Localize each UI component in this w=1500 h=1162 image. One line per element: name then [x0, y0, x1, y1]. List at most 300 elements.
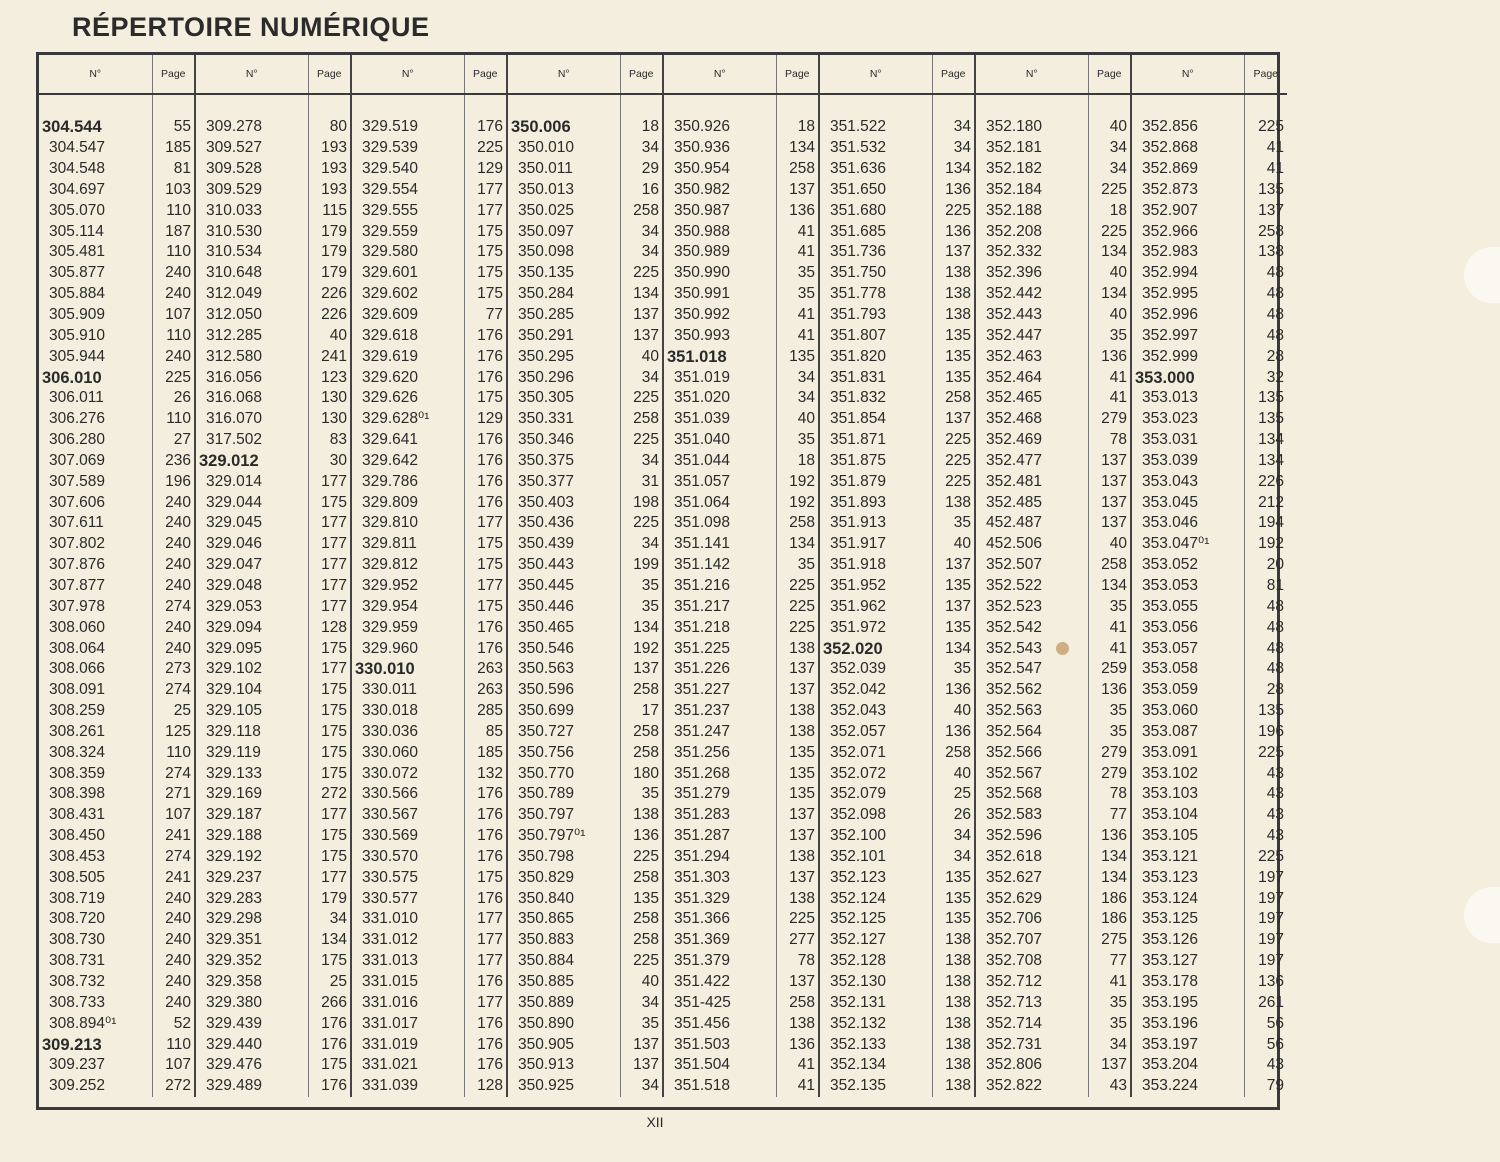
header-page: Page	[1244, 55, 1287, 94]
table-row	[39, 471, 1287, 492]
entry-page: 134	[1088, 576, 1131, 597]
entry-number: 351.875	[819, 451, 932, 472]
entry-number: 308.453	[49, 847, 106, 865]
entry-page: 43	[1244, 805, 1287, 826]
entry-page: 138	[776, 888, 819, 909]
entry-number: 351.226	[663, 659, 776, 680]
entry-page: 55	[152, 117, 195, 138]
entry-page: 35	[620, 784, 663, 805]
entry-page: 34	[1088, 138, 1131, 159]
entry-page: 41	[1088, 367, 1131, 388]
entry-number: 350.305	[507, 388, 620, 409]
entry-number: 350.954	[663, 159, 776, 180]
entry-number: 305.909	[49, 306, 106, 324]
entry-page: 135	[1244, 388, 1287, 409]
table-row	[39, 430, 1287, 451]
entry-page: 225	[776, 617, 819, 638]
entry-page: 274	[152, 763, 195, 784]
entry-number: 353.124	[1131, 888, 1244, 909]
entry-page: 134	[932, 159, 975, 180]
entry-number: 350.013	[507, 180, 620, 201]
entry-page: 134	[932, 638, 975, 659]
entry-number: 452.506	[975, 534, 1088, 555]
entry-number: 351.917	[819, 534, 932, 555]
entry-number: 352.133	[819, 1034, 932, 1055]
table-row	[39, 325, 1287, 346]
entry-page: 197	[1244, 930, 1287, 951]
entry-page: 177	[308, 534, 351, 555]
entry-number: 353.102	[1131, 763, 1244, 784]
entry-number: 452.487	[975, 513, 1088, 534]
table-row	[39, 117, 1287, 138]
entry-page: 138	[932, 492, 975, 513]
header-page: Page	[932, 55, 975, 94]
entry-page: 258	[620, 409, 663, 430]
entry-page: 176	[464, 492, 507, 513]
entry-page: 18	[1088, 200, 1131, 221]
entry-page: 25	[932, 784, 975, 805]
entry-number: 350.884	[507, 951, 620, 972]
entry-page: 43	[1244, 826, 1287, 847]
entry-page: 136	[776, 200, 819, 221]
entry-page: 177	[464, 200, 507, 221]
entry-page: 26	[932, 805, 975, 826]
entry-number: 352.020	[819, 638, 932, 659]
entry-number: 351.820	[819, 346, 932, 367]
entry-page: 135	[1244, 409, 1287, 430]
entry-page: 137	[620, 325, 663, 346]
entry-number: 350.990	[663, 263, 776, 284]
table-row	[39, 492, 1287, 513]
entry-number: 331.010	[351, 909, 464, 930]
entry-page: 40	[1088, 263, 1131, 284]
entry-number: 352.042	[819, 680, 932, 701]
entry-page: 272	[152, 1076, 195, 1097]
entry-page: 40	[1088, 305, 1131, 326]
entry-number: 352.396	[975, 263, 1088, 284]
entry-number: 308.431	[49, 806, 106, 824]
entry-page: 35	[1088, 701, 1131, 722]
entry-number: 330.577	[351, 888, 464, 909]
entry-number: 351.854	[819, 409, 932, 430]
table-row	[39, 992, 1287, 1013]
entry-number: 352.994	[1131, 263, 1244, 284]
entry-number: 308.732	[49, 973, 106, 991]
entry-page: 35	[1088, 1013, 1131, 1034]
table-row	[39, 138, 1287, 159]
entry-number: 331.017	[351, 1013, 464, 1034]
entry-page: 43	[1244, 763, 1287, 784]
entry-page: 196	[152, 471, 195, 492]
entry-number: 351.503	[663, 1034, 776, 1055]
entry-page: 240	[152, 284, 195, 305]
entry-page: 259	[1088, 659, 1131, 680]
entry-page: 136	[1088, 346, 1131, 367]
entry-page: 271	[152, 784, 195, 805]
entry-number: 351.680	[819, 200, 932, 221]
entry-number: 350.296	[507, 367, 620, 388]
table-row	[39, 305, 1287, 326]
entry-number: 351.294	[663, 847, 776, 868]
entry-page: 176	[308, 1013, 351, 1034]
entry-number: 350.375	[507, 451, 620, 472]
entry-page: 272	[308, 784, 351, 805]
entry-number: 330.569	[351, 826, 464, 847]
entry-number: 351.522	[819, 117, 932, 138]
entry-number: 350.889	[507, 992, 620, 1013]
entry-number: 351.279	[663, 784, 776, 805]
entry-number: 331.016	[351, 992, 464, 1013]
entry-number: 350.840	[507, 888, 620, 909]
entry-number: 353.059	[1131, 680, 1244, 701]
entry-page: 16	[620, 180, 663, 201]
header-number: N°	[195, 55, 308, 94]
entry-number: 352.043	[819, 701, 932, 722]
entry-page: 110	[152, 325, 195, 346]
entry-number: 329.812	[351, 555, 464, 576]
entry-number: 352.596	[975, 826, 1088, 847]
entry-page: 187	[152, 221, 195, 242]
entry-page: 261	[1244, 992, 1287, 1013]
entry-page: 225	[932, 471, 975, 492]
entry-page: 34	[620, 992, 663, 1013]
entry-number: 352.712	[975, 972, 1088, 993]
entry-number: 329.601	[351, 263, 464, 284]
table-row	[39, 263, 1287, 284]
entry-page: 225	[620, 263, 663, 284]
entry-page: 134	[308, 930, 351, 951]
entry-page: 18	[776, 451, 819, 472]
entry-number: 310.530	[195, 221, 308, 242]
entry-page: 240	[152, 951, 195, 972]
entry-number: 351.913	[819, 513, 932, 534]
entry-page: 176	[464, 325, 507, 346]
entry-number: 329.237	[195, 867, 308, 888]
entry-page: 138	[932, 1013, 975, 1034]
table-row	[39, 1013, 1287, 1034]
entry-page: 85	[464, 721, 507, 742]
entry-page: 41	[776, 305, 819, 326]
entry-number: 307.877	[49, 576, 106, 594]
entry-number: 353.197	[1131, 1034, 1244, 1055]
entry-number: 309.252	[49, 1077, 106, 1095]
entry-page: 274	[152, 847, 195, 868]
entry-number: 305.877	[49, 264, 106, 282]
entry-number: 329.104	[195, 680, 308, 701]
entry-page: 56	[1244, 1013, 1287, 1034]
entry-number: 351.750	[819, 263, 932, 284]
entry-page: 34	[1088, 1034, 1131, 1055]
entry-number: 329.954	[351, 596, 464, 617]
entry-number: 351.636	[819, 159, 932, 180]
entry-page: 225	[1244, 117, 1287, 138]
entry-number: 329.959	[351, 617, 464, 638]
entry-number: 351.793	[819, 305, 932, 326]
entry-page: 135	[932, 576, 975, 597]
entry-page: 137	[1088, 513, 1131, 534]
entry-page: 226	[1244, 471, 1287, 492]
entry-page: 180	[620, 763, 663, 784]
entry-page: 137	[620, 1034, 663, 1055]
entry-number: 352.485	[975, 492, 1088, 513]
entry-page: 35	[932, 513, 975, 534]
entry-page: 35	[776, 430, 819, 451]
entry-number: 353.058	[1131, 659, 1244, 680]
entry-page: 179	[308, 263, 351, 284]
entry-number: 353.055	[1131, 596, 1244, 617]
table-row	[39, 513, 1287, 534]
entry-number: 329.602	[351, 284, 464, 305]
entry-page: 175	[464, 263, 507, 284]
entry-number: 329.619	[351, 346, 464, 367]
entry-page: 138	[932, 972, 975, 993]
entry-number: 350.011	[507, 159, 620, 180]
entry-number: 329.489	[195, 1076, 308, 1097]
entry-number: 352.627	[975, 867, 1088, 888]
entry-number: 350.905	[507, 1034, 620, 1055]
entry-number: 352.101	[819, 847, 932, 868]
entry-number: 305.884	[49, 285, 106, 303]
entry-number: 329.046	[195, 534, 308, 555]
entry-page: 136	[1088, 680, 1131, 701]
entry-number: 350.789	[507, 784, 620, 805]
entry-page: 41	[776, 1055, 819, 1076]
entry-number: 352.468	[975, 409, 1088, 430]
table-row	[39, 721, 1287, 742]
entry-page: 225	[932, 451, 975, 472]
entry-number: 351.227	[663, 680, 776, 701]
entry-number: 350.797⁰¹	[507, 826, 620, 847]
entry-number: 352.708	[975, 951, 1088, 972]
entry-page: 137	[932, 242, 975, 263]
entry-number: 331.013	[351, 951, 464, 972]
entry-number: 306.011	[49, 389, 104, 407]
entry-number: 352.125	[819, 909, 932, 930]
entry-number: 353.105	[1131, 826, 1244, 847]
entry-number: 350.993	[663, 325, 776, 346]
entry-page: 135	[620, 888, 663, 909]
entry-number: 329.618	[351, 325, 464, 346]
entry-page: 225	[1088, 180, 1131, 201]
entry-page: 135	[1244, 701, 1287, 722]
entry-number: 316.056	[195, 367, 308, 388]
entry-number: 329.476	[195, 1055, 308, 1076]
entry-page: 175	[308, 1055, 351, 1076]
header-page: Page	[308, 55, 351, 94]
entry-number: 329.626	[351, 388, 464, 409]
entry-number: 352.477	[975, 451, 1088, 472]
entry-page: 176	[464, 888, 507, 909]
entry-page: 80	[308, 117, 351, 138]
entry-number: 351.218	[663, 617, 776, 638]
entry-number: 352.629	[975, 888, 1088, 909]
entry-number: 351.237	[663, 701, 776, 722]
entry-page: 175	[308, 721, 351, 742]
entry-page: 43	[1244, 1055, 1287, 1076]
entry-page: 35	[776, 555, 819, 576]
entry-page: 34	[620, 242, 663, 263]
entry-page: 258	[620, 867, 663, 888]
entry-number: 352.481	[975, 471, 1088, 492]
entry-page: 110	[152, 1034, 195, 1055]
entry-page: 176	[464, 1013, 507, 1034]
entry-page: 197	[1244, 867, 1287, 888]
entry-number: 329.642	[351, 451, 464, 472]
entry-number: 308.359	[49, 764, 106, 782]
entry-number: 352.567	[975, 763, 1088, 784]
entry-page: 177	[464, 992, 507, 1013]
entry-number: 329.188	[195, 826, 308, 847]
entry-page: 258	[776, 159, 819, 180]
punch-hole	[1464, 887, 1500, 943]
entry-number: 352.208	[975, 221, 1088, 242]
entry-number: 330.060	[351, 742, 464, 763]
entry-number: 353.056	[1131, 617, 1244, 638]
entry-page: 194	[1244, 513, 1287, 534]
entry-page: 138	[776, 701, 819, 722]
entry-number: 316.068	[195, 388, 308, 409]
entry-page: 138	[932, 305, 975, 326]
entry-page: 241	[152, 826, 195, 847]
table-row	[39, 596, 1287, 617]
entry-number: 312.580	[195, 346, 308, 367]
entry-page: 263	[464, 680, 507, 701]
entry-number: 352.714	[975, 1013, 1088, 1034]
entry-page: 176	[464, 346, 507, 367]
entry-page: 35	[620, 576, 663, 597]
entry-number: 352.124	[819, 888, 932, 909]
paper-stain	[1056, 642, 1069, 655]
entry-number: 352.464	[975, 367, 1088, 388]
entry-number: 350.285	[507, 305, 620, 326]
entry-page: 107	[152, 1055, 195, 1076]
entry-page: 41	[1088, 617, 1131, 638]
table-row	[39, 388, 1287, 409]
entry-number: 329.609	[351, 305, 464, 326]
number-index-table	[39, 55, 1287, 1097]
entry-page: 34	[932, 138, 975, 159]
entry-number: 329.283	[195, 888, 308, 909]
entry-number: 350.403	[507, 492, 620, 513]
entry-page: 129	[464, 409, 507, 430]
entry-number: 329.105	[195, 701, 308, 722]
entry-page: 176	[464, 826, 507, 847]
entry-number: 352.543	[975, 638, 1088, 659]
entry-number: 331.039	[351, 1076, 464, 1097]
entry-page: 34	[620, 221, 663, 242]
entry-number: 352.469	[975, 430, 1088, 451]
entry-page: 258	[620, 909, 663, 930]
table-row	[39, 888, 1287, 909]
entry-page: 175	[464, 221, 507, 242]
entry-page: 40	[1088, 117, 1131, 138]
entry-page: 78	[776, 951, 819, 972]
entry-page: 263	[464, 659, 507, 680]
entry-number: 352.856	[1131, 117, 1244, 138]
entry-number: 351.532	[819, 138, 932, 159]
entry-number: 305.070	[49, 201, 106, 219]
table-row	[39, 159, 1287, 180]
table-row	[39, 367, 1287, 388]
entry-number: 350.926	[663, 117, 776, 138]
entry-number: 350.883	[507, 930, 620, 951]
entry-number: 329.192	[195, 847, 308, 868]
entry-page: 40	[776, 409, 819, 430]
entry-page: 41	[1088, 638, 1131, 659]
entry-page: 137	[1088, 492, 1131, 513]
entry-number: 352.131	[819, 992, 932, 1013]
entry-page: 177	[308, 659, 351, 680]
entry-number: 353.052	[1131, 555, 1244, 576]
entry-page: 135	[932, 909, 975, 930]
entry-page: 138	[932, 1034, 975, 1055]
entry-page: 138	[932, 992, 975, 1013]
entry-page: 35	[620, 1013, 663, 1034]
table-row	[39, 242, 1287, 263]
entry-page: 258	[776, 992, 819, 1013]
entry-number: 329.095	[195, 638, 308, 659]
entry-page: 110	[152, 742, 195, 763]
entry-number: 329.555	[351, 200, 464, 221]
entry-page: 258	[620, 930, 663, 951]
entry-number: 352.869	[1131, 159, 1244, 180]
entry-page: 240	[152, 930, 195, 951]
entry-page: 240	[152, 513, 195, 534]
entry-number: 353.195	[1131, 992, 1244, 1013]
entry-number: 308.894⁰¹	[49, 1014, 117, 1032]
entry-page: 78	[1088, 430, 1131, 451]
header-page: Page	[776, 55, 819, 94]
entry-page: 110	[152, 409, 195, 430]
entry-number: 308.720	[49, 910, 106, 928]
entry-page: 52	[152, 1013, 195, 1034]
entry-number: 304.547	[49, 139, 106, 157]
entry-page: 176	[464, 367, 507, 388]
entry-page: 28	[1244, 680, 1287, 701]
table-row	[39, 409, 1287, 430]
entry-page: 279	[1088, 742, 1131, 763]
entry-number: 351.831	[819, 367, 932, 388]
entry-page: 240	[152, 555, 195, 576]
entry-number: 329.620	[351, 367, 464, 388]
entry-page: 31	[620, 471, 663, 492]
entry-page: 137	[932, 409, 975, 430]
entry-number: 350.987	[663, 200, 776, 221]
entry-number: 308.730	[49, 931, 106, 949]
entry-number: 350.331	[507, 409, 620, 430]
entry-page: 193	[308, 138, 351, 159]
table-row	[39, 346, 1287, 367]
punch-hole	[1464, 247, 1500, 303]
entry-page: 40	[932, 701, 975, 722]
entry-number: 350.770	[507, 763, 620, 784]
entry-number: 329.559	[351, 221, 464, 242]
entry-number: 352.997	[1131, 325, 1244, 346]
entry-number: 353.178	[1131, 972, 1244, 993]
entry-page: 34	[1088, 159, 1131, 180]
entry-page: 130	[308, 388, 351, 409]
entry-number: 329.133	[195, 763, 308, 784]
entry-page: 41	[1244, 159, 1287, 180]
entry-number: 329.045	[195, 513, 308, 534]
entry-page: 175	[464, 867, 507, 888]
entry-page: 258	[932, 388, 975, 409]
entry-number: 307.589	[49, 472, 106, 490]
table-row	[39, 909, 1287, 930]
entry-number: 329.014	[195, 471, 308, 492]
entry-page: 175	[308, 951, 351, 972]
entry-number: 351.650	[819, 180, 932, 201]
